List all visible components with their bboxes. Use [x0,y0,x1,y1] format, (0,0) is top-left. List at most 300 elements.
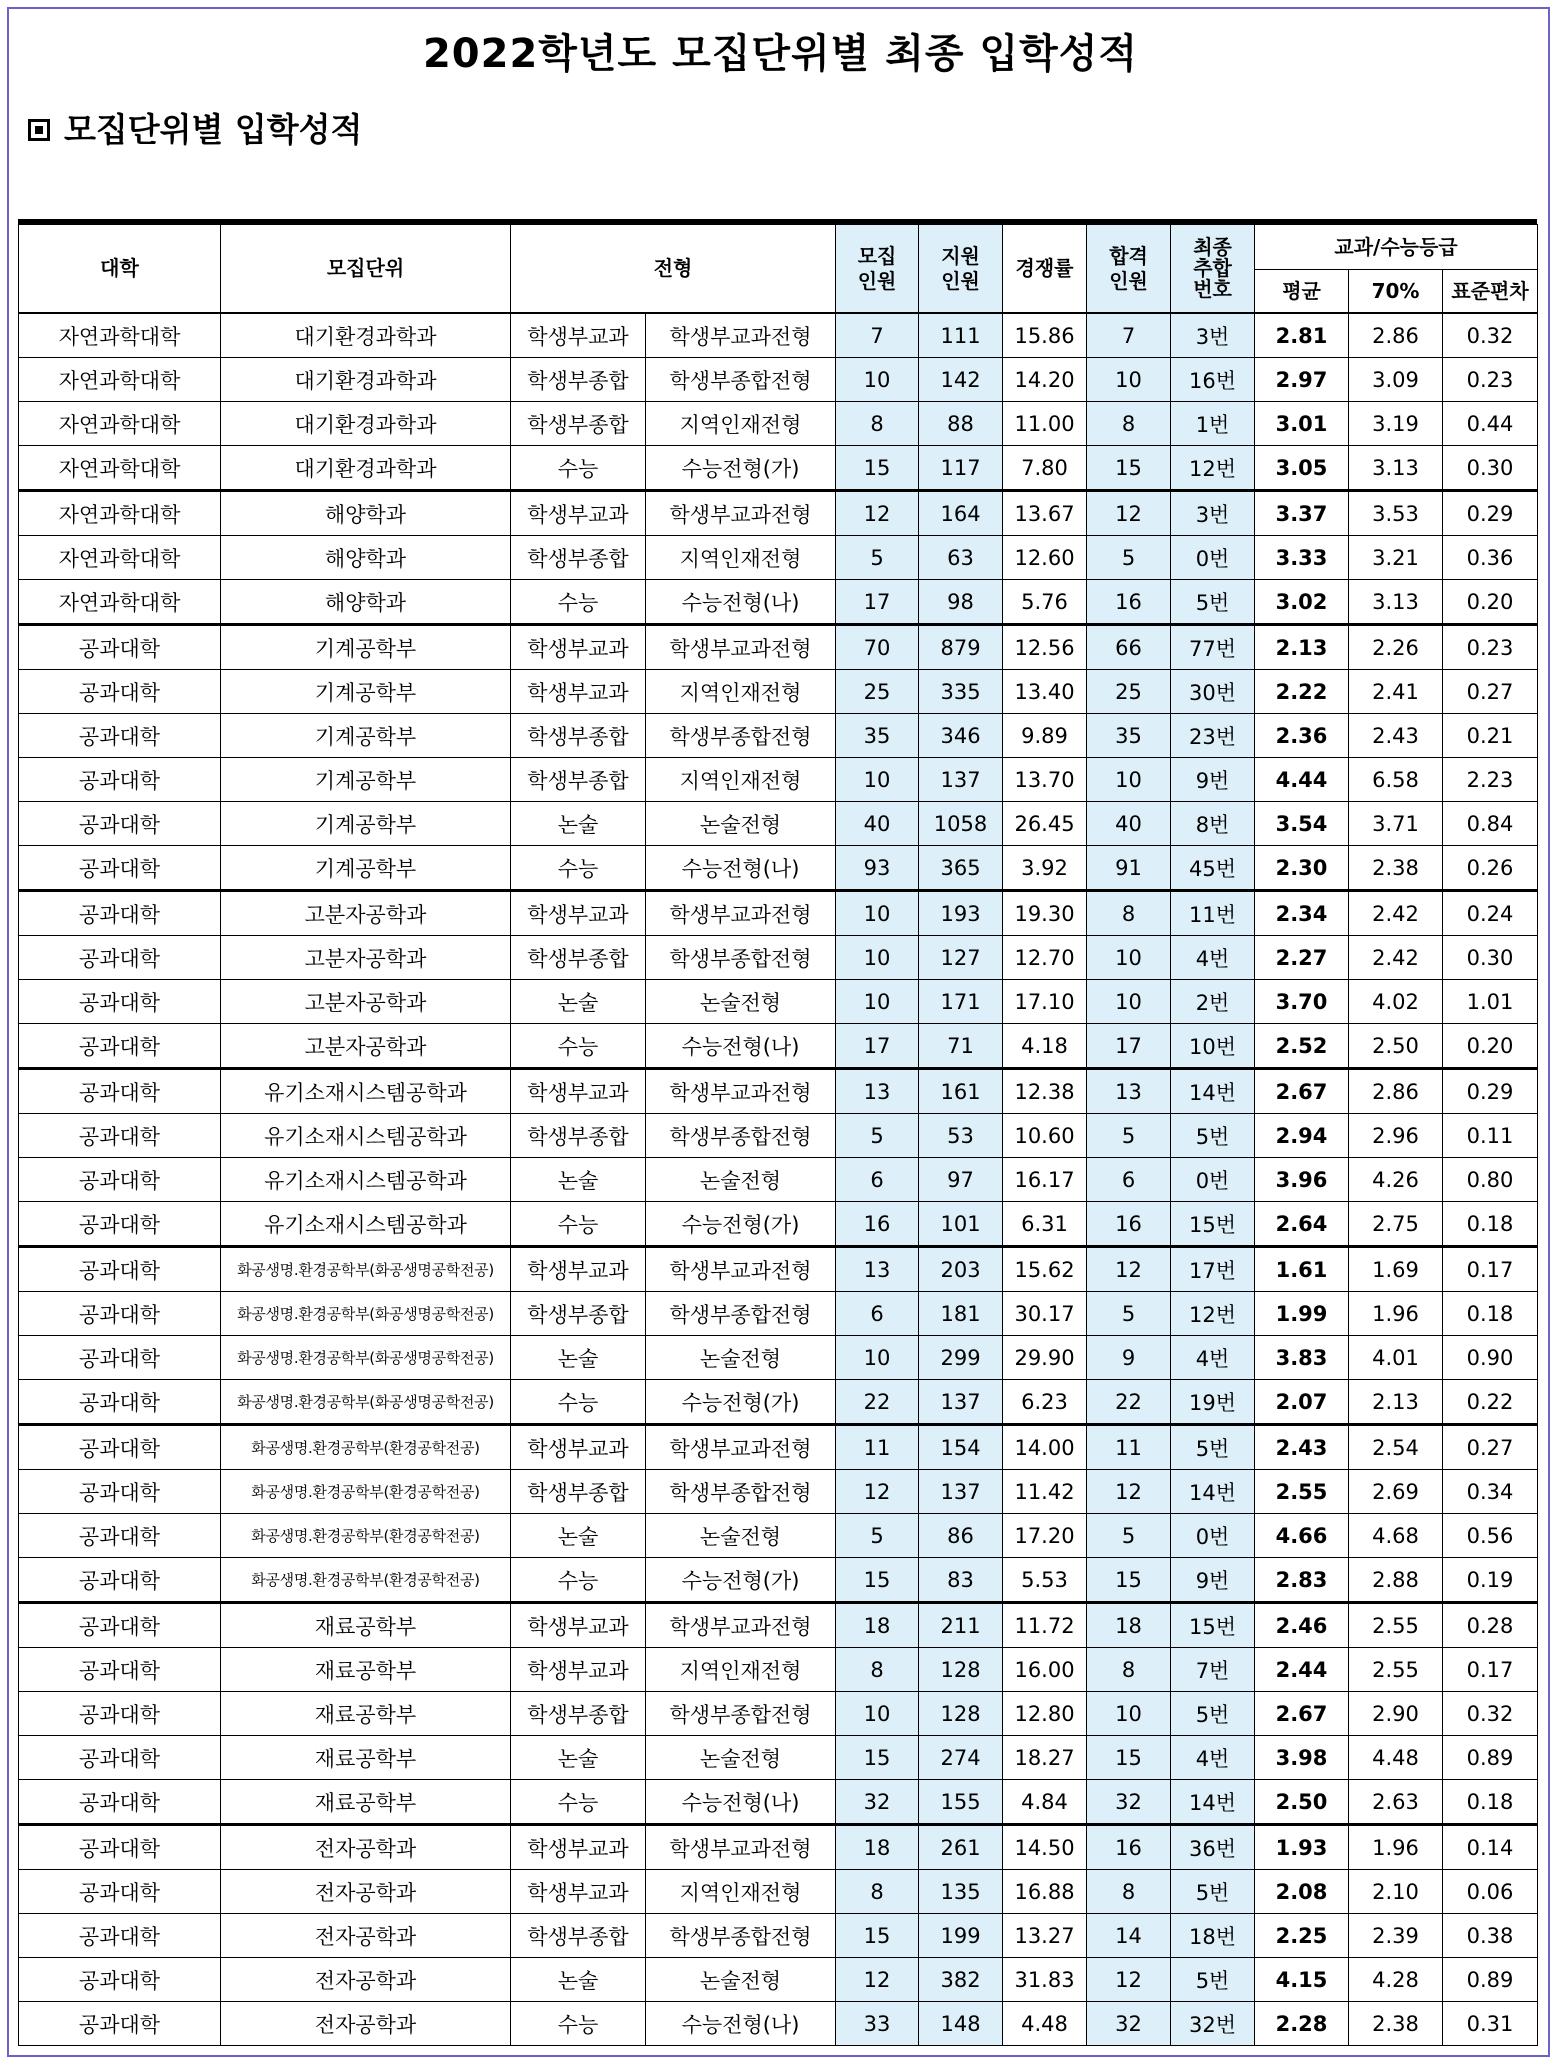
cell-college: 자연과학대학 [19,402,221,446]
cell-applicants: 127 [919,936,1003,980]
cell-type-category: 수능 [511,1202,646,1247]
table-row [19,846,1538,891]
cell-std: 0.29 [1443,491,1538,536]
cell-type-category: 수능 [511,1024,646,1069]
cell-avg: 3.70 [1255,980,1349,1024]
header-last-number: 최종 추합 번호 [1171,225,1255,314]
header-applicants: 지원 인원 [919,225,1003,314]
cell-unit: 기계공학부 [221,846,511,891]
table-row [19,714,1538,758]
cell-unit: 화공생명.환경공학부(화공생명공학전공) [221,1292,511,1336]
cell-avg: 2.13 [1255,625,1349,670]
table-row [19,891,1538,936]
cell-college: 공과대학 [19,1648,221,1692]
cell-ratio: 6.23 [1003,1380,1087,1425]
cell-unit: 화공생명.환경공학부(화공생명공학전공) [221,1247,511,1292]
cell-avg: 2.22 [1255,670,1349,714]
cell-std: 0.27 [1443,670,1538,714]
cell-type-category: 학생부종합 [511,402,646,446]
cell-type-name: 논술전형 [646,980,836,1024]
cell-admitted: 12 [1087,491,1171,536]
cell-type-name: 수능전형(가) [646,446,836,491]
cell-quota: 11 [836,1425,919,1470]
cell-ratio: 12.56 [1003,625,1087,670]
cell-type-category: 학생부종합 [511,1470,646,1514]
header-unit: 모집단위 [221,225,511,314]
cell-type-name: 학생부종합전형 [646,358,836,402]
cell-applicants: 154 [919,1425,1003,1470]
header-quota: 모집 인원 [836,225,919,314]
cell-std: 0.30 [1443,446,1538,491]
cell-admitted: 18 [1087,1603,1171,1648]
cell-ratio: 18.27 [1003,1736,1087,1780]
cell-unit: 전자공학과 [221,1914,511,1958]
cell-last-number: 14번 [1171,1069,1255,1114]
cell-admitted: 12 [1087,1958,1171,2002]
cell-std: 0.18 [1443,1780,1538,1825]
cell-applicants: 382 [919,1958,1003,2002]
cell-last-number: 45번 [1171,846,1255,891]
cell-last-number: 7번 [1171,1648,1255,1692]
cell-std: 0.20 [1443,580,1538,625]
cell-ratio: 12.70 [1003,936,1087,980]
table-row [19,1870,1538,1914]
cell-type-category: 학생부교과 [511,1425,646,1470]
cell-applicants: 137 [919,1470,1003,1514]
cell-admitted: 5 [1087,536,1171,580]
cell-avg: 3.05 [1255,446,1349,491]
cell-college: 공과대학 [19,936,221,980]
cell-avg: 2.97 [1255,358,1349,402]
cell-type-category: 수능 [511,1780,646,1825]
cell-unit: 재료공학부 [221,1780,511,1825]
cell-applicants: 181 [919,1292,1003,1336]
cell-college: 자연과학대학 [19,580,221,625]
cell-type-name: 논술전형 [646,1336,836,1380]
cell-std: 0.23 [1443,625,1538,670]
cell-type-name: 학생부종합전형 [646,1470,836,1514]
cell-70pct: 2.10 [1349,1870,1443,1914]
cell-avg: 2.67 [1255,1692,1349,1736]
cell-70pct: 3.53 [1349,491,1443,536]
cell-ratio: 11.42 [1003,1470,1087,1514]
cell-type-name: 학생부종합전형 [646,1114,836,1158]
table-row [19,802,1538,846]
cell-type-category: 학생부종합 [511,1114,646,1158]
cell-std: 0.44 [1443,402,1538,446]
cell-type-category: 학생부종합 [511,1692,646,1736]
cell-quota: 10 [836,1692,919,1736]
cell-unit: 대기환경과학과 [221,446,511,491]
cell-last-number: 1번 [1171,402,1255,446]
cell-unit: 전자공학과 [221,1870,511,1914]
cell-unit: 화공생명.환경공학부(환경공학전공) [221,1558,511,1603]
cell-quota: 12 [836,1958,919,2002]
cell-avg: 3.96 [1255,1158,1349,1202]
cell-college: 공과대학 [19,1558,221,1603]
cell-unit: 유기소재시스템공학과 [221,1069,511,1114]
cell-quota: 16 [836,1202,919,1247]
cell-unit: 해양학과 [221,491,511,536]
cell-quota: 15 [836,1914,919,1958]
cell-applicants: 101 [919,1202,1003,1247]
cell-type-category: 학생부종합 [511,358,646,402]
cell-type-name: 지역인재전형 [646,1648,836,1692]
cell-avg: 2.07 [1255,1380,1349,1425]
cell-ratio: 26.45 [1003,802,1087,846]
cell-college: 공과대학 [19,1069,221,1114]
cell-ratio: 13.27 [1003,1914,1087,1958]
cell-college: 공과대학 [19,1514,221,1558]
cell-admitted: 6 [1087,1158,1171,1202]
cell-last-number: 12번 [1171,446,1255,491]
cell-70pct: 1.96 [1349,1292,1443,1336]
table-row [19,1114,1538,1158]
cell-college: 자연과학대학 [19,491,221,536]
cell-admitted: 25 [1087,670,1171,714]
cell-70pct: 2.63 [1349,1780,1443,1825]
cell-college: 공과대학 [19,1692,221,1736]
cell-std: 0.17 [1443,1247,1538,1292]
cell-70pct: 4.02 [1349,980,1443,1024]
cell-70pct: 4.01 [1349,1336,1443,1380]
cell-std: 0.84 [1443,802,1538,846]
cell-quota: 6 [836,1292,919,1336]
cell-admitted: 5 [1087,1292,1171,1336]
cell-std: 0.26 [1443,846,1538,891]
cell-type-name: 학생부교과전형 [646,1425,836,1470]
cell-admitted: 16 [1087,580,1171,625]
cell-type-category: 학생부종합 [511,936,646,980]
table-row [19,1158,1538,1202]
cell-std: 0.89 [1443,1736,1538,1780]
cell-ratio: 15.86 [1003,313,1087,358]
cell-ratio: 4.18 [1003,1024,1087,1069]
cell-avg: 3.54 [1255,802,1349,846]
cell-std: 0.22 [1443,1380,1538,1425]
cell-70pct: 1.96 [1349,1825,1443,1870]
cell-type-name: 학생부종합전형 [646,936,836,980]
cell-college: 공과대학 [19,802,221,846]
cell-admitted: 8 [1087,1870,1171,1914]
cell-ratio: 7.80 [1003,446,1087,491]
cell-type-category: 논술 [511,1958,646,2002]
cell-college: 자연과학대학 [19,446,221,491]
cell-unit: 고분자공학과 [221,891,511,936]
cell-type-name: 학생부교과전형 [646,625,836,670]
cell-unit: 유기소재시스템공학과 [221,1158,511,1202]
cell-quota: 10 [836,891,919,936]
cell-applicants: 117 [919,446,1003,491]
cell-std: 1.01 [1443,980,1538,1024]
cell-unit: 전자공학과 [221,1958,511,2002]
cell-type-category: 논술 [511,1736,646,1780]
cell-std: 0.18 [1443,1202,1538,1247]
cell-std: 0.14 [1443,1825,1538,1870]
cell-type-name: 지역인재전형 [646,536,836,580]
cell-quota: 10 [836,358,919,402]
cell-ratio: 29.90 [1003,1336,1087,1380]
cell-type-category: 학생부교과 [511,313,646,358]
cell-quota: 22 [836,1380,919,1425]
cell-avg: 2.94 [1255,1114,1349,1158]
cell-quota: 18 [836,1603,919,1648]
table-row [19,491,1538,536]
table-row [19,580,1538,625]
cell-applicants: 199 [919,1914,1003,1958]
header-admitted: 합격 인원 [1087,225,1171,314]
cell-last-number: 15번 [1171,1202,1255,1247]
cell-admitted: 12 [1087,1247,1171,1292]
cell-ratio: 14.20 [1003,358,1087,402]
cell-last-number: 12번 [1171,1292,1255,1336]
cell-quota: 25 [836,670,919,714]
cell-college: 공과대학 [19,758,221,802]
cell-admitted: 13 [1087,1069,1171,1114]
cell-applicants: 365 [919,846,1003,891]
cell-quota: 12 [836,1470,919,1514]
cell-last-number: 5번 [1171,1692,1255,1736]
cell-ratio: 16.88 [1003,1870,1087,1914]
cell-70pct: 2.38 [1349,846,1443,891]
cell-type-category: 학생부교과 [511,891,646,936]
cell-applicants: 164 [919,491,1003,536]
cell-admitted: 15 [1087,446,1171,491]
table-row [19,1202,1538,1247]
cell-applicants: 137 [919,758,1003,802]
cell-college: 공과대학 [19,1780,221,1825]
cell-college: 공과대학 [19,980,221,1024]
cell-70pct: 4.68 [1349,1514,1443,1558]
cell-70pct: 2.86 [1349,1069,1443,1114]
cell-admitted: 12 [1087,1470,1171,1514]
cell-70pct: 2.42 [1349,891,1443,936]
table-row [19,936,1538,980]
cell-college: 공과대학 [19,1914,221,1958]
cell-avg: 4.66 [1255,1514,1349,1558]
cell-type-category: 수능 [511,846,646,891]
cell-admitted: 91 [1087,846,1171,891]
table-row [19,670,1538,714]
cell-70pct: 2.42 [1349,936,1443,980]
cell-type-name: 학생부종합전형 [646,1914,836,1958]
cell-type-category: 수능 [511,1558,646,1603]
cell-quota: 5 [836,1514,919,1558]
cell-avg: 2.43 [1255,1425,1349,1470]
cell-type-category: 논술 [511,1336,646,1380]
cell-applicants: 128 [919,1692,1003,1736]
cell-type-category: 학생부종합 [511,1914,646,1958]
table-row [19,1470,1538,1514]
header-std: 표준편차 [1443,270,1538,314]
cell-quota: 12 [836,491,919,536]
cell-type-category: 학생부종합 [511,714,646,758]
cell-college: 공과대학 [19,1202,221,1247]
cell-unit: 해양학과 [221,580,511,625]
cell-applicants: 346 [919,714,1003,758]
cell-unit: 고분자공학과 [221,980,511,1024]
cell-70pct: 2.55 [1349,1603,1443,1648]
cell-unit: 유기소재시스템공학과 [221,1202,511,1247]
cell-quota: 5 [836,536,919,580]
cell-70pct: 2.69 [1349,1470,1443,1514]
table-row [19,1069,1538,1114]
page-title: 2022학년도 모집단위별 최종 입학성적 [422,31,1139,77]
cell-quota: 15 [836,1558,919,1603]
cell-admitted: 17 [1087,1024,1171,1069]
cell-70pct: 3.09 [1349,358,1443,402]
cell-avg: 2.44 [1255,1648,1349,1692]
cell-last-number: 15번 [1171,1603,1255,1648]
cell-quota: 70 [836,625,919,670]
cell-70pct: 2.41 [1349,670,1443,714]
cell-unit: 화공생명.환경공학부(환경공학전공) [221,1470,511,1514]
cell-type-name: 수능전형(가) [646,1202,836,1247]
cell-college: 공과대학 [19,1024,221,1069]
cell-last-number: 32번 [1171,2002,1255,2046]
cell-last-number: 8번 [1171,802,1255,846]
cell-admitted: 8 [1087,891,1171,936]
cell-ratio: 4.84 [1003,1780,1087,1825]
cell-avg: 2.28 [1255,2002,1349,2046]
cell-ratio: 14.50 [1003,1825,1087,1870]
cell-ratio: 14.00 [1003,1425,1087,1470]
cell-admitted: 35 [1087,714,1171,758]
cell-applicants: 83 [919,1558,1003,1603]
cell-last-number: 0번 [1171,536,1255,580]
cell-type-category: 학생부교과 [511,1069,646,1114]
cell-last-number: 23번 [1171,714,1255,758]
cell-type-category: 논술 [511,980,646,1024]
cell-ratio: 6.31 [1003,1202,1087,1247]
cell-ratio: 13.67 [1003,491,1087,536]
cell-type-category: 학생부교과 [511,1870,646,1914]
cell-ratio: 17.20 [1003,1514,1087,1558]
cell-70pct: 2.96 [1349,1114,1443,1158]
cell-avg: 3.02 [1255,580,1349,625]
cell-70pct: 3.71 [1349,802,1443,846]
cell-quota: 7 [836,313,919,358]
cell-type-category: 논술 [511,1514,646,1558]
cell-type-name: 논술전형 [646,1514,836,1558]
cell-last-number: 30번 [1171,670,1255,714]
cell-unit: 대기환경과학과 [221,358,511,402]
cell-70pct: 2.43 [1349,714,1443,758]
cell-type-name: 지역인재전형 [646,670,836,714]
cell-unit: 기계공학부 [221,670,511,714]
cell-type-name: 학생부종합전형 [646,714,836,758]
table-row [19,313,1538,358]
cell-quota: 15 [836,446,919,491]
cell-type-category: 학생부교과 [511,1247,646,1292]
cell-std: 0.19 [1443,1558,1538,1603]
cell-unit: 화공생명.환경공학부(환경공학전공) [221,1425,511,1470]
cell-college: 공과대학 [19,1958,221,2002]
cell-unit: 화공생명.환경공학부(화공생명공학전공) [221,1336,511,1380]
table-row [19,1648,1538,1692]
cell-std: 2.23 [1443,758,1538,802]
cell-admitted: 7 [1087,313,1171,358]
cell-70pct: 2.26 [1349,625,1443,670]
cell-type-name: 지역인재전형 [646,758,836,802]
table-row [19,1514,1538,1558]
cell-quota: 6 [836,1158,919,1202]
cell-70pct: 4.28 [1349,1958,1443,2002]
table-row [19,1024,1538,1069]
section-title: 모집단위별 입학성적 [64,110,363,149]
cell-last-number: 5번 [1171,1114,1255,1158]
cell-avg: 2.55 [1255,1470,1349,1514]
cell-last-number: 9번 [1171,758,1255,802]
cell-applicants: 879 [919,625,1003,670]
cell-type-category: 수능 [511,580,646,625]
table-row [19,758,1538,802]
cell-unit: 고분자공학과 [221,1024,511,1069]
cell-avg: 2.50 [1255,1780,1349,1825]
cell-avg: 1.93 [1255,1825,1349,1870]
cell-admitted: 16 [1087,1202,1171,1247]
cell-avg: 4.44 [1255,758,1349,802]
cell-70pct: 2.54 [1349,1425,1443,1470]
cell-ratio: 13.40 [1003,670,1087,714]
cell-type-category: 수능 [511,1380,646,1425]
header-avg: 평균 [1255,270,1349,314]
cell-type-name: 학생부교과전형 [646,313,836,358]
cell-applicants: 148 [919,2002,1003,2046]
table-row [19,1380,1538,1425]
cell-quota: 8 [836,1648,919,1692]
cell-quota: 8 [836,402,919,446]
cell-70pct: 2.38 [1349,2002,1443,2046]
table-row [19,1692,1538,1736]
header-grade-group: 교과/수능등급 [1255,225,1538,270]
cell-ratio: 12.80 [1003,1692,1087,1736]
cell-type-category: 논술 [511,1158,646,1202]
cell-type-name: 지역인재전형 [646,402,836,446]
cell-ratio: 19.30 [1003,891,1087,936]
cell-admitted: 15 [1087,1558,1171,1603]
cell-ratio: 11.00 [1003,402,1087,446]
cell-ratio: 4.48 [1003,2002,1087,2046]
cell-ratio: 15.62 [1003,1247,1087,1292]
cell-avg: 3.37 [1255,491,1349,536]
cell-70pct: 3.13 [1349,446,1443,491]
header-type: 전형 [511,225,836,314]
cell-type-name: 학생부교과전형 [646,1603,836,1648]
cell-quota: 93 [836,846,919,891]
cell-type-name: 지역인재전형 [646,1870,836,1914]
cell-college: 공과대학 [19,846,221,891]
cell-college: 공과대학 [19,1114,221,1158]
cell-70pct: 2.39 [1349,1914,1443,1958]
cell-type-category: 학생부종합 [511,1292,646,1336]
cell-type-category: 수능 [511,2002,646,2046]
cell-applicants: 71 [919,1024,1003,1069]
cell-last-number: 0번 [1171,1514,1255,1558]
cell-applicants: 111 [919,313,1003,358]
cell-type-category: 학생부종합 [511,536,646,580]
cell-college: 공과대학 [19,1247,221,1292]
cell-applicants: 211 [919,1603,1003,1648]
cell-admitted: 32 [1087,2002,1171,2046]
cell-last-number: 10번 [1171,1024,1255,1069]
cell-std: 0.32 [1443,313,1538,358]
cell-applicants: 88 [919,402,1003,446]
table-body [19,313,1538,2046]
table-row [19,980,1538,1024]
cell-applicants: 1058 [919,802,1003,846]
cell-unit: 해양학과 [221,536,511,580]
